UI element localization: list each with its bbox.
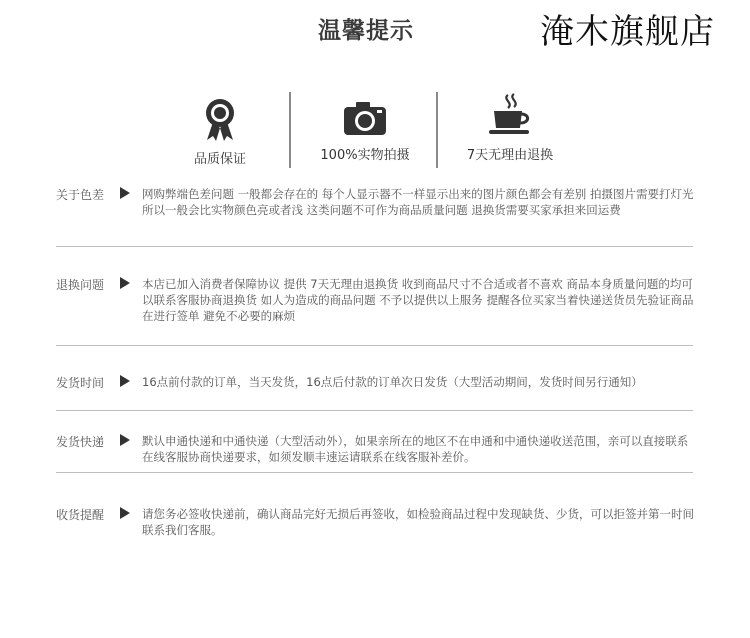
notice-label: 发货时间 (56, 376, 105, 390)
badge-real-photo-label: 100%实物拍摄 (320, 148, 410, 163)
shop-name: 淹木旗舰店 (540, 12, 715, 52)
arrow-right-icon (120, 187, 130, 199)
badge-quality-label: 品质保证 (193, 152, 246, 167)
arrow-right-icon (120, 277, 130, 289)
badge-divider (289, 92, 291, 168)
notice-label: 收货提醒 (56, 508, 105, 522)
badge-return-label: 7天无理由退换 (466, 148, 554, 163)
notice-text: 网购弊端色差问题 一般都会存在的 每个人显示器不一样显示出来的图片颜色都会有差别 拍摄图片需要打灯光 所以一般会比实物颜色亮或者浅 这类问题不可作为商品质量问题 退换货需要买家承担来回运费 (142, 187, 694, 217)
notice-text: 默认申通快递和中通快递（大型活动外），如果亲所在的地区不在申通和中通快递收送范围，亲可以直接联系在线客服协商快递要求，如须发顺丰速运请联系在线客服补差价。 (142, 434, 689, 464)
notice-text: 16点前付款的订单，当天发货，16点后付款的订单次日发货（大型活动期间，发货时间另行通知） (142, 375, 643, 389)
badge-divider (436, 92, 438, 168)
coffee-cup-icon (455, 92, 565, 138)
arrow-right-icon (120, 507, 130, 519)
arrow-right-icon (120, 375, 130, 387)
award-ribbon-icon (180, 98, 260, 142)
page-title: 温馨提示 (318, 17, 414, 44)
divider (56, 345, 693, 346)
badge-return (455, 92, 565, 163)
divider (56, 472, 693, 473)
notice-label: 退换问题 (56, 278, 105, 292)
notice-text: 本店已加入消费者保障协议 提供 7天无理由退换货 收到商品尺寸不合适或者不喜欢 商品本身质量问题的均可以联系客服协商退换货 如人为造成的商品问题 不予以提供以上服务 提醒各位买家当着快递送货员先验证商品在进行签单 避免不必要的麻烦 (142, 277, 694, 323)
divider (56, 410, 693, 411)
arrow-right-icon (120, 434, 130, 446)
camera-icon (310, 98, 420, 138)
divider (56, 246, 693, 247)
notice-label: 关于色差 (56, 188, 105, 202)
badge-real-photo (310, 98, 420, 163)
badge-quality (180, 98, 260, 167)
notice-label: 发货快递 (56, 435, 105, 449)
notice-text: 请您务必签收快递前，确认商品完好无损后再签收，如检验商品过程中发现缺货、少货，可以拒签并第一时间联系我们客服。 (142, 507, 694, 537)
